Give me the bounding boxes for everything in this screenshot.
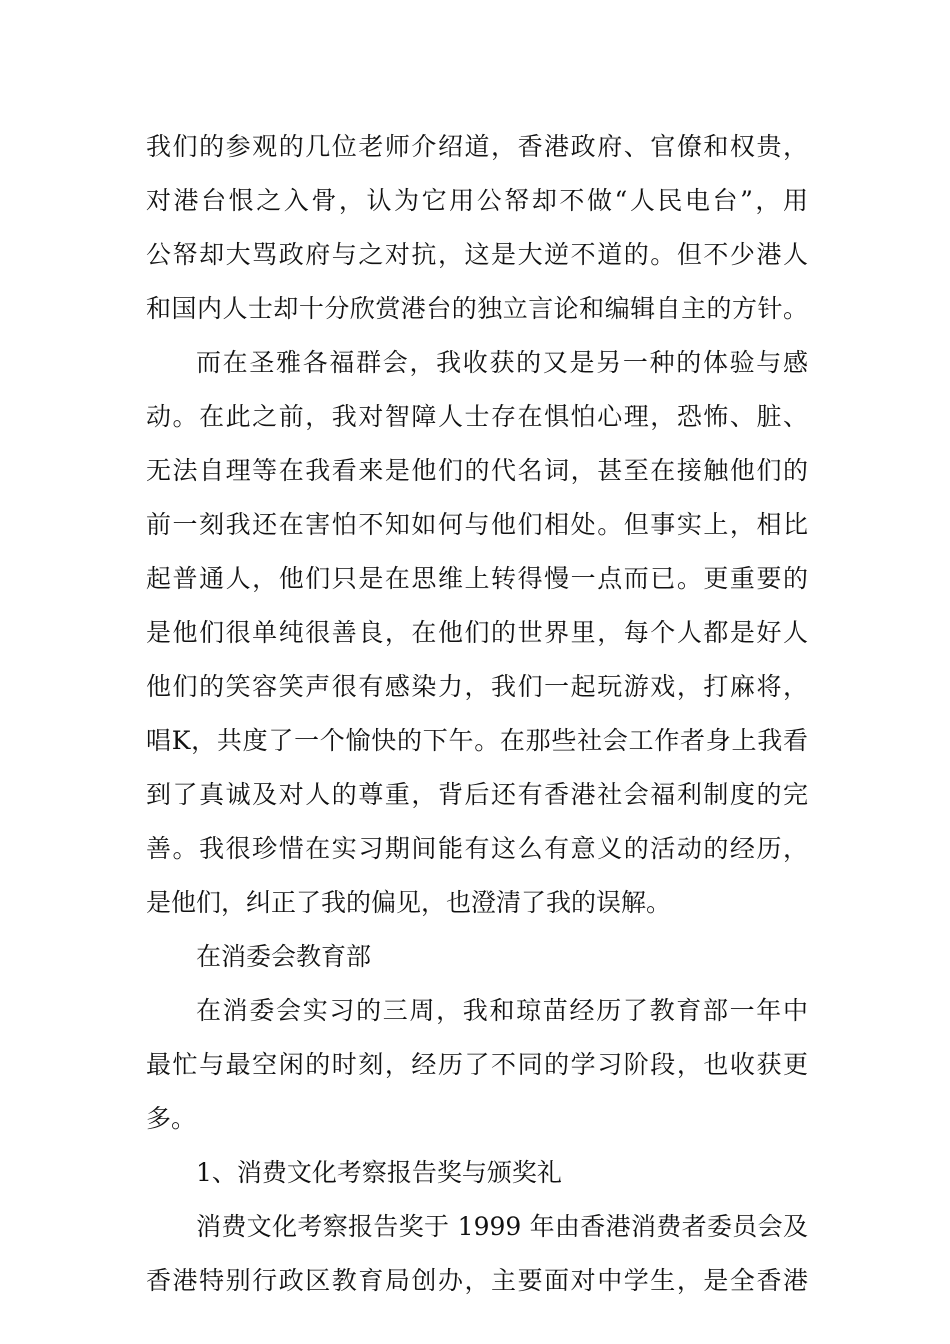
text-line: 动。在此之前，我对智障人士存在惧怕心理，恐怖、脏、 xyxy=(146,402,808,431)
section-heading: 在消委会教育部 xyxy=(196,942,372,971)
body-text xyxy=(146,120,808,1308)
paragraph-first-line: 消费文化考察报告奖于 1999 年由香港消费者委员会及 xyxy=(196,1212,808,1241)
paragraph-first-line: 而在圣雅各福群会，我收获的又是另一种的体验与感 xyxy=(196,348,808,377)
text-line: 香港特别行政区教育局创办，主要面对中学生，是全香港 xyxy=(146,1266,808,1295)
text-line: 到了真诚及对人的尊重，背后还有香港社会福利制度的完 xyxy=(146,780,808,809)
text-line: 唱K，共度了一个愉快的下午。在那些社会工作者身上我看 xyxy=(146,726,808,755)
text-line: 对港台恨之入骨，认为它用公帑却不做“人民电台”，用 xyxy=(146,186,808,215)
text-line: 起普通人，他们只是在思维上转得慢一点而已。更重要的 xyxy=(146,564,808,593)
text-line: 多。 xyxy=(146,1104,197,1133)
text-line: 无法自理等在我看来是他们的代名词，甚至在接触他们的 xyxy=(146,456,808,485)
text-line: 是他们很单纯很善良，在他们的世界里，每个人都是好人 xyxy=(146,618,808,647)
text-line: 最忙与最空闲的时刻，经历了不同的学习阶段，也收获更 xyxy=(146,1050,808,1079)
text-line: 前一刻我还在害怕不知如何与他们相处。但事实上，相比 xyxy=(146,510,808,539)
text-line: 是他们，纠正了我的偏见，也澄清了我的误解。 xyxy=(146,888,672,917)
text-line: 他们的笑容笑声很有感染力，我们一起玩游戏，打麻将， xyxy=(146,672,808,701)
text-line: 公帑却大骂政府与之对抗，这是大逆不道的。但不少港人 xyxy=(146,240,808,269)
text-line: 和国内人士却十分欣赏港台的独立言论和编辑自主的方针。 xyxy=(146,294,808,323)
subsection-heading: 1、消费文化考察报告奖与颁奖礼 xyxy=(196,1158,562,1187)
paragraph-first-line: 在消委会实习的三周，我和琼苗经历了教育部一年中 xyxy=(196,996,808,1025)
text-line: 善。我很珍惜在实习期间能有这么有意义的活动的经历， xyxy=(146,834,808,863)
text-line: 我们的参观的几位老师介绍道，香港政府、官僚和权贵， xyxy=(146,132,808,161)
